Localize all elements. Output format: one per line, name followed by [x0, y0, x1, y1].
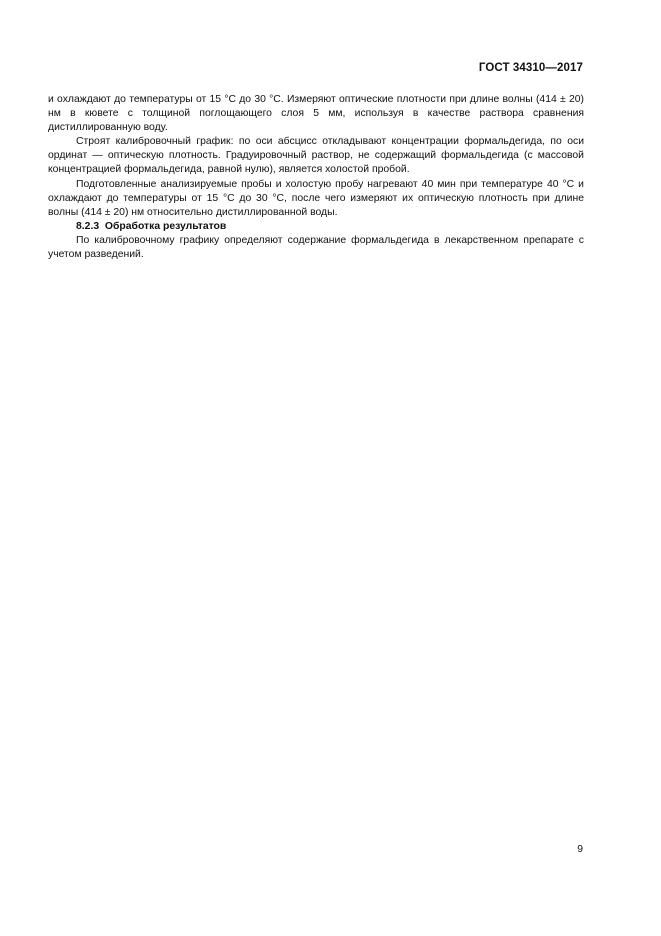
paragraph-results-processing: По калибровочному графику определяют содержание формальдегида в лекарственном препарате с учетом разведений. [48, 234, 584, 261]
section-number: 8.2.3 [76, 220, 100, 232]
section-heading [48, 220, 584, 234]
page-number: 9 [577, 844, 583, 855]
paragraph-calibration-graph: Строят калибровочный график: по оси абсцисс откладывают концентрации формальдегида, по оси ординат — оптическую плотность. Градуировочный раствор, не содержащий формальдегида (с массовой концентрацией формальдегида, равной нулю), является холостой пробой. [48, 136, 584, 176]
paragraph-sample-heating: Подготовленные анализируемые пробы и холостую пробу нагревают 40 мин при температуре 40 °C и охлаждают до температуры от 15 °C до 30 °C, после чего измеряют их оптическую плотность при длине волны (414 ± 20) нм относительно дистиллированной воды. [48, 178, 584, 218]
paragraph-continuation: и охлаждают до температуры от 15 °C до 30 °C. Измеряют оптические плотности при длине волны (414 ± 20) нм в кювете с толщиной поглощающего слоя 5 мм, используя в качестве раствора сравнения дистиллированную воду. [48, 94, 584, 134]
document-body [48, 93, 584, 262]
standard-code-header: ГОСТ 34310—2017 [478, 62, 583, 74]
section-title: Обработка результатов [104, 220, 227, 232]
